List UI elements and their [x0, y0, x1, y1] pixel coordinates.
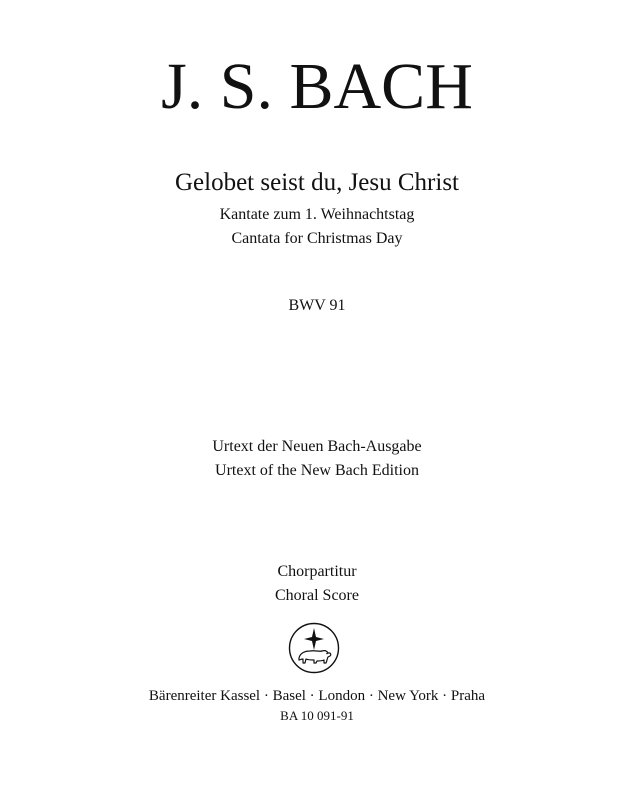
- urtext-note-german: Urtext der Neuen Bach-Ausgabe: [212, 438, 422, 455]
- subtitle-german: Kantate zum 1. Weihnachtstag: [219, 206, 415, 223]
- urtext-note-english: Urtext of the New Bach Edition: [215, 462, 419, 479]
- order-number: BA 10 091-91: [280, 708, 354, 723]
- baerenreiter-bear-star-logo-icon: [288, 622, 340, 674]
- subtitle-english: Cantata for Christmas Day: [231, 230, 403, 247]
- composer-name: J. S. BACH: [161, 50, 473, 123]
- score-format-english: Choral Score: [275, 587, 359, 604]
- catalogue-number: BWV 91: [288, 297, 346, 314]
- score-format-german: Chorpartitur: [277, 563, 357, 580]
- publisher-line: Bärenreiter Kassel · Basel · London · New York · Praha: [148, 688, 486, 704]
- work-title: Gelobet seist du, Jesu Christ: [174, 169, 459, 196]
